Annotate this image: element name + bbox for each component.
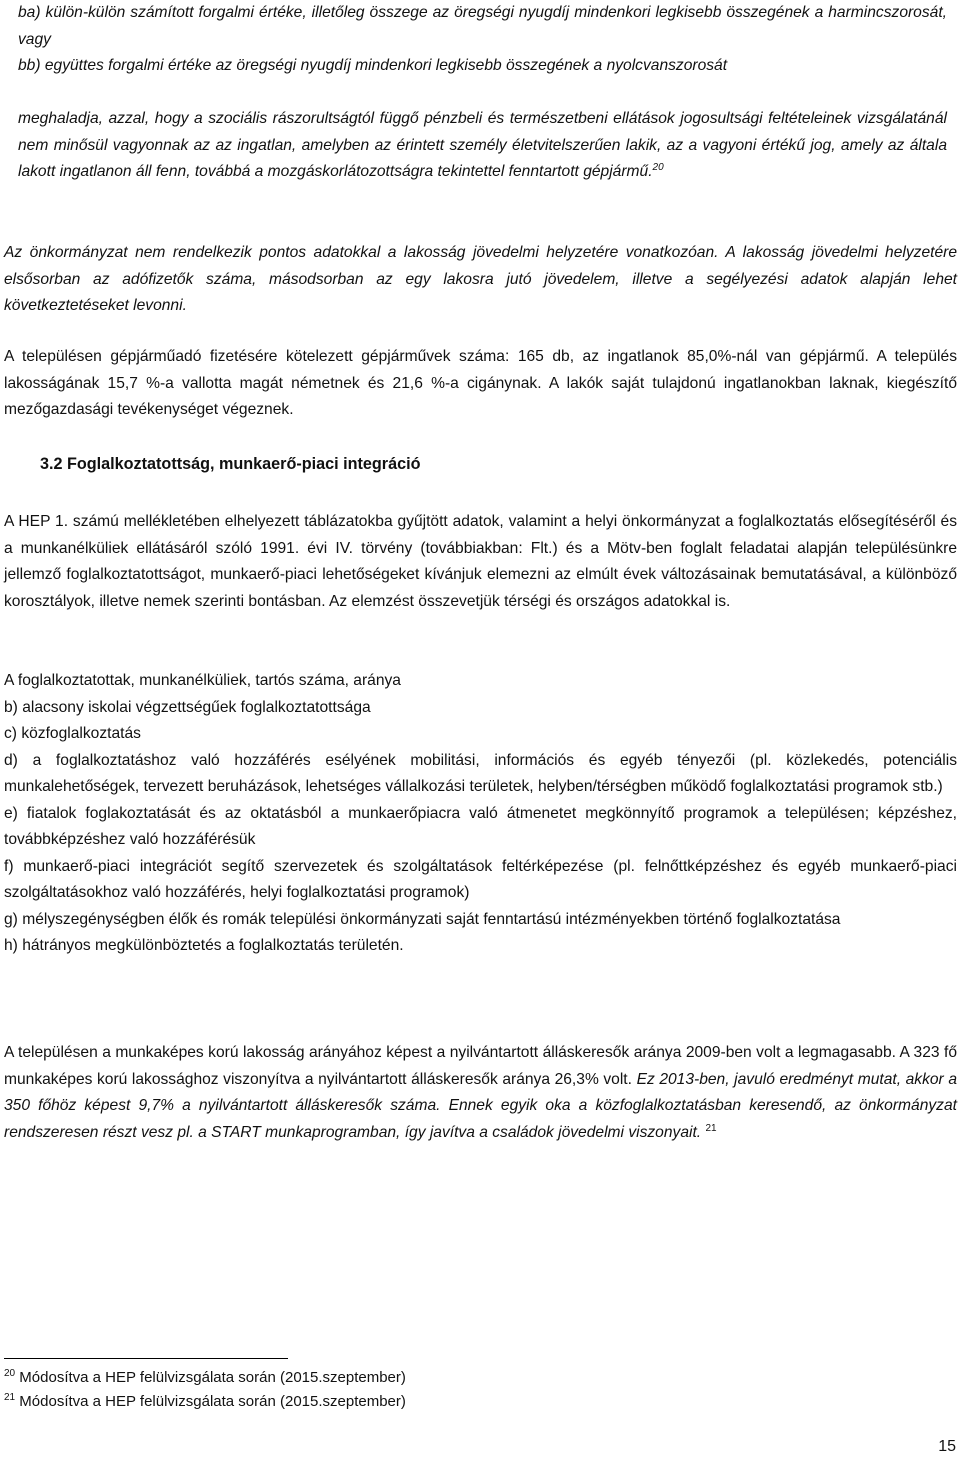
list-item: g) mélyszegénységben élők és romák települési önkormányzati saját fenntartású intézményekben történő foglalkoztatása [4, 910, 841, 928]
paragraph-income: Az önkormányzat nem rendelkezik pontos adatokkal a lakosság jövedelmi helyzetére vonatkozóan. A lakosság jövedelmi helyzetére elsősorban az adófizetők száma, másodsorban az egy lakosra jutó jövedelem, illetve a segélyezési adatok alapján lehet következtetéseket levonni. [4, 244, 957, 314]
list-item: f) munkaerő-piaci integrációt segítő szervezetek és szolgáltatások feltérképezése (pl. felnőttképzéshez és egyéb munkaerő-piaci szolgáltatásokhoz való hozzáférés, helyi foglalkoztatási programok) [4, 857, 957, 901]
footnote-21: $^{21}$ Módosítva a HEP felülvizsgálata során (2015.szeptember) [4, 1392, 406, 1410]
list-item: A foglalkoztatottak, munkanélküliek, tartós száma, aránya [4, 672, 401, 689]
section-heading: 3.2 Foglalkoztatottság, munkaerő-piaci integráció [40, 455, 421, 473]
footnote-20: $^{20}$ Módosítva a HEP felülvizsgálata során (2015.szeptember) [4, 1368, 406, 1386]
list-item: e) fiatalok foglakoztatását és az oktatásból a munkaerőpiacra való átmenetet megkönnyítő programok a településen; képzéshez, továbbképzéshez való hozzáférésük [4, 804, 957, 848]
paragraph-hep: A HEP 1. számú mellékletében elhelyezett táblázatokba gyűjtött adatok, valamint a helyi önkormányzat a foglalkoztatás elősegítéséről és a munkanélküliek ellátásáról szóló 1991. évi IV. törvény (továbbiakban: Flt.) és a Mötv-ben foglalt feladatai alapján településünkre jellemző foglalkoztatottságot, munkaerő-piaci lehetőségeket kívánjuk elemezni az elmúlt évek változásainak bemutatásával, a különböző korosztályok, illetve nemek szerinti bontásban. Az elemzést összevetjük térségi és országos adatokkal is. [4, 513, 957, 610]
footnote-ref-21[interactable]: 21 [705, 1122, 717, 1134]
page-number: 15 [938, 1438, 956, 1455]
list-item: h) hátrányos megkülönböztetés a foglalkoztatás területén. [4, 937, 404, 954]
footnote-ref-20[interactable]: 20 [652, 161, 664, 173]
list-item: b) alacsony iskolai végzettségűek foglalkoztatottsága [4, 698, 371, 716]
footnote-separator [4, 1358, 288, 1359]
paragraph-jobseekers: A településen a munkaképes korú lakosság arányához képest a nyilvántartott álláskeresők aránya 2009-ben volt a legmagasabb. A 323 fő munkaképes korú lakossághoz viszonyítva a nyilvántartott álláskeresők aránya 26,3% volt. Ez 2013-ben, javuló eredményt mutat, akkor a 350 főhöz képest 9,7% a nyilvántartott álláskeresők száma. Ennek egyik oka a közfoglalkoztatásban keresendő, az önkormányzat rendszeresen részt vesz pl. a START munkaprogramban, így javítva a családok jövedelmi viszonyait. $^{21}$ [4, 1044, 957, 1141]
intro-continuation: meghaladja, azzal, hogy a szociális rászorultságtól függő pénzbeli és természetbeni ellátások jogosultsági feltételeinek vizsgálatánál nem minősül vagyonnak az az ingatlan, amelyben az érintett személy életvitelszerűen lakik, az a vagyoni értékű jog, amely az általa lakott ingatlanon áll fenn, továbbá a mozgáskorlátozottságra tekintettel fenntartott gépjármű.$^{20}$ [18, 110, 947, 180]
list-item: d) a foglalkoztatáshoz való hozzáférés esélyének mobilitási, információs és egyéb tényezői (pl. közlekedés, potenciális munkalehetőségek, tervezett beruházások, lehetséges vállalkozási területek, helyben/térségben működő foglalkoztatási programok stb.) [4, 751, 957, 795]
list-item: c) közfoglalkoztatás [4, 725, 141, 742]
paragraph-vehicles: A településen gépjárműadó fizetésére kötelezett gépjárművek száma: 165 db, az ingatlanok 85,0%-nál van gépjármű. A település lakosságának 15,7 %-a vallotta magát németnek és 21,6 %-a cigánynak. A lakók saját tulajdonú ingatlanokban laknak, kiegészítő mezőgazdasági tevékenységet végeznek. [4, 348, 957, 418]
topic-list [4, 668, 957, 960]
intro-bb: bb) együttes forgalmi értéke az öregségi nyugdíj mindenkori legkisebb összegének a nyolcvanszorosát [18, 57, 728, 74]
intro-ba: ba) külön-külön számított forgalmi értéke, illetőleg összege az öregségi nyugdíj mindenkori legkisebb összegének a harmincszorosát, vagy [18, 4, 947, 48]
